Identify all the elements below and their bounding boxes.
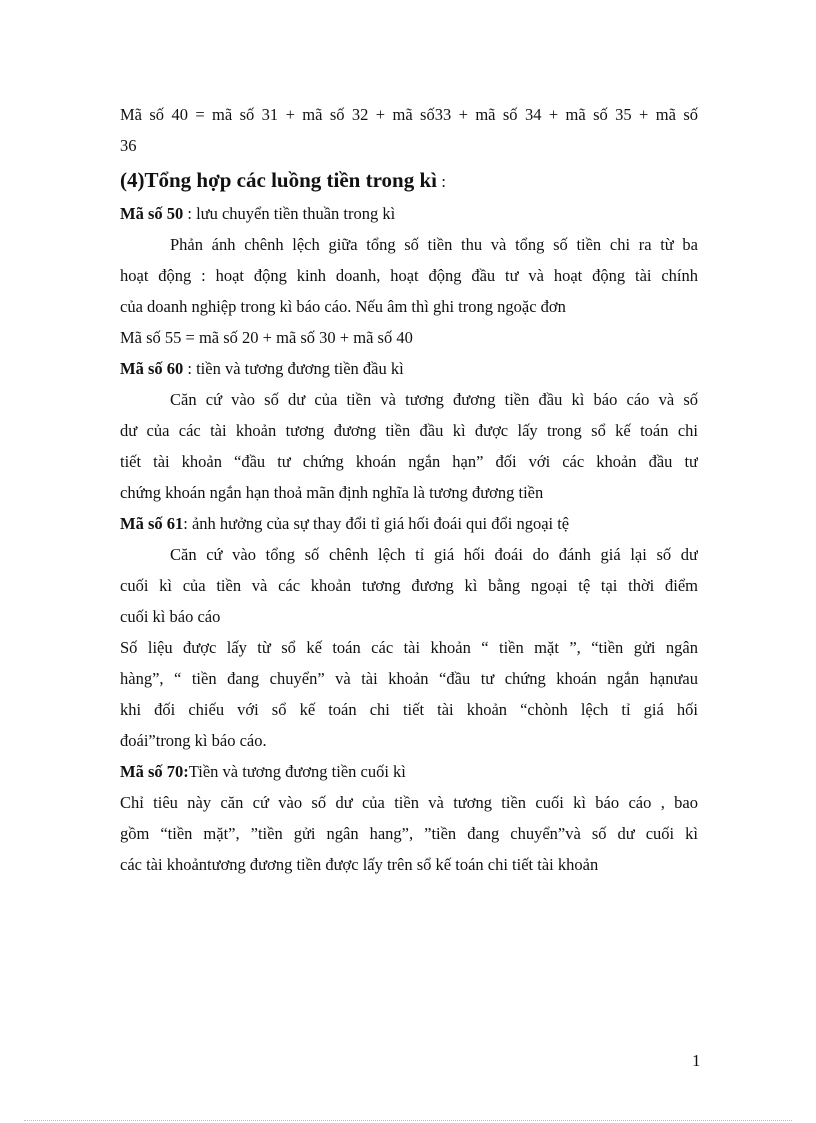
ms60-paragraph-line-2: dư của các tài khoản tương đương tiền đầu kì được lấy trong sổ kế toán chi (120, 421, 698, 440)
ms70-paragraph-line-1: Chỉ tiêu này căn cứ vào số dư của tiền và tương tiền cuối kì báo cáo , bao (120, 793, 698, 812)
ms61-source-line-3: khi đối chiếu với sổ kế toán chi tiết tài khoản “chònh lệch tỉ giá hối (120, 700, 698, 719)
section-number: (4) (120, 168, 145, 192)
ms50-paragraph-line-2: hoạt động : hoạt động kinh doanh, hoạt động đầu tư và hoạt động tài chính (120, 266, 698, 285)
ms60-title-line (120, 355, 698, 383)
ms60-label: Mã số 60 (120, 359, 184, 378)
ms70-paragraph-line-3: các tài khoảntương đương tiền được lấy trên sổ kế toán chi tiết tài khoản (120, 855, 599, 874)
section-title: Tổng hợp các luồng tiền trong kì (144, 168, 437, 192)
ms60-title: : tiền và tương đương tiền đầu kì (183, 359, 404, 378)
ms70-label: Mã số 70: (120, 762, 189, 781)
ms50-label: Mã số 50 (120, 204, 184, 223)
ms61-paragraph-line-3: cuối kì báo cáo (120, 607, 221, 626)
ms50-paragraph-line-1: Phản ánh chênh lệch giữa tổng số tiền thu và tổng số tiền chi ra từ ba (170, 235, 698, 254)
ms61-label: Mã số 61 (120, 514, 184, 533)
page-number: 1 (692, 1051, 701, 1070)
ms50-title-line (120, 200, 698, 228)
ms61-title-line (120, 510, 698, 538)
ms61-source-line-1: Số liệu được lấy từ sổ kế toán các tài khoản “ tiền mặt ”, “tiền gửi ngân (120, 638, 698, 657)
ms61-paragraph-line-2: cuối kì của tiền và các khoản tương đương kì bằng ngoại tệ tại thời điểm (120, 576, 698, 595)
ms50-title: : lưu chuyển tiền thuần trong kì (183, 204, 396, 223)
ms60-paragraph-line-1: Căn cứ vào số dư của tiền và tương đương tiền đầu kì báo cáo và số (170, 390, 698, 409)
ms61-source-line-2: hàng”, “ tiền đang chuyển” và tài khoản “đầu tư chứng khoán ngắn hạnưau (120, 669, 698, 688)
ms70-paragraph-line-2: gồm “tiền mặt”, ”tiền gửi ngân hang”, ”tiền đang chuyển”và số dư cuối kì (120, 824, 698, 843)
formula-line-40: Mã số 40 = mã số 31 + mã số 32 + mã số33 + mã số 34 + mã số 35 + mã số (120, 105, 698, 124)
section-colon: : (436, 172, 446, 191)
ms70-title-line (120, 758, 698, 786)
ms55-formula: Mã số 55 = mã số 20 + mã số 30 + mã số 40 (120, 328, 413, 347)
page-bottom-divider (24, 1120, 792, 1121)
ms60-paragraph-line-3: tiết tài khoản “đầu tư chứng khoán ngắn hạn” đối với các khoản đầu tư (120, 452, 698, 471)
section-heading (120, 163, 698, 197)
ms61-title: : ảnh hưởng của sự thay đổi tỉ giá hối đoái qui đổi ngoại tệ (183, 514, 570, 533)
formula-line-40-cont: 36 (120, 136, 137, 155)
ms70-title: Tiền và tương đương tiền cuối kì (188, 762, 406, 781)
page-content (120, 101, 698, 882)
ms61-source-line-4: đoái”trong kì báo cáo. (120, 731, 267, 750)
ms61-paragraph-line-1: Căn cứ vào tổng số chênh lệch tỉ giá hối đoái do đánh giá lại số dư (170, 545, 698, 564)
ms50-paragraph-line-3: của doanh nghiệp trong kì báo cáo. Nếu âm thì ghi trong ngoặc đơn (120, 297, 566, 316)
ms60-paragraph-line-4: chứng khoán ngắn hạn thoả mãn định nghĩa là tương đương tiền (120, 483, 544, 502)
